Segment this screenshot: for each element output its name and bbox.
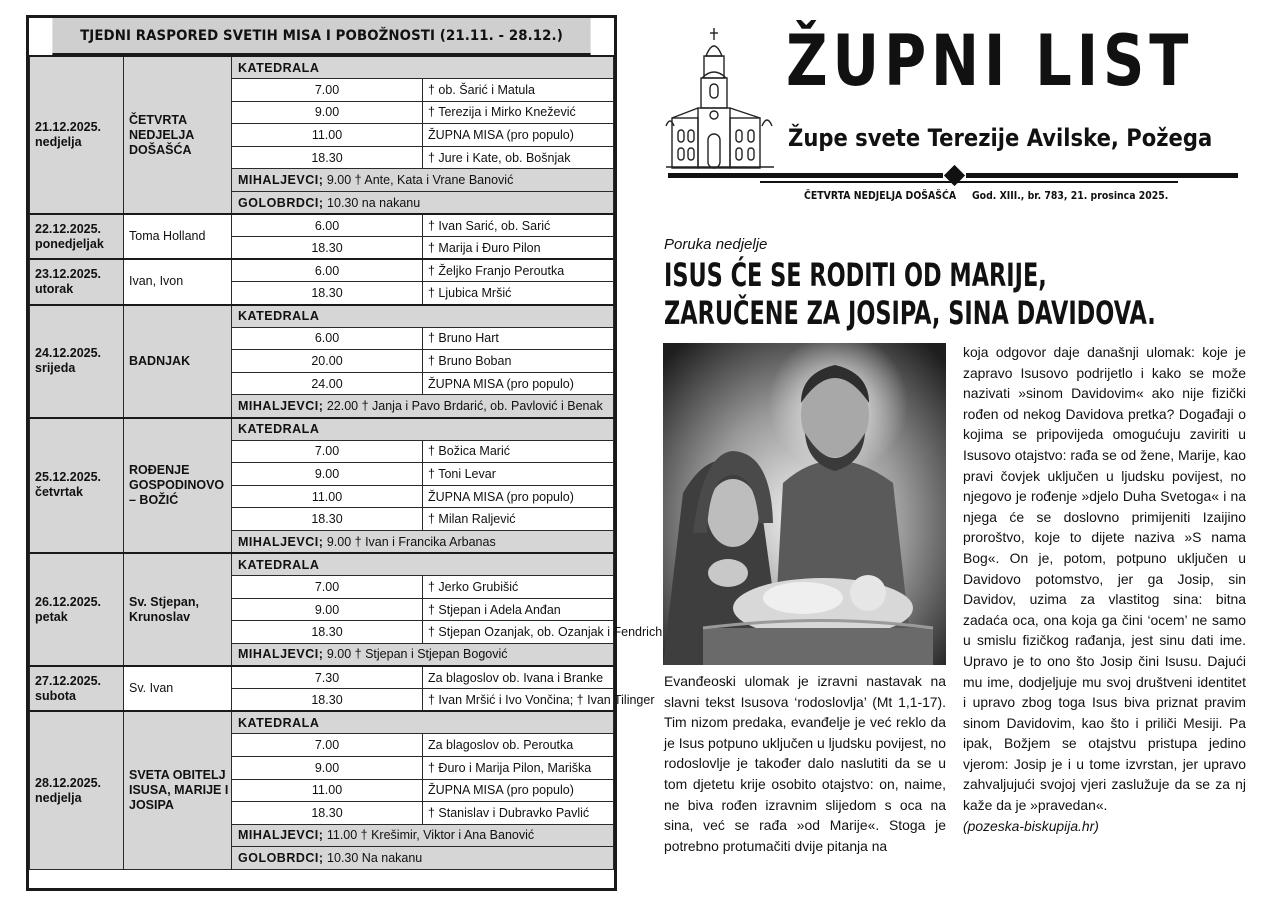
mass-intention: † Ivan Sarić, ob. Sarić — [423, 214, 614, 237]
location-header — [232, 711, 614, 734]
day-feast-name: Ivan, Ivon — [124, 259, 232, 304]
schedule-row — [30, 56, 614, 79]
day-date — [30, 305, 124, 418]
location-label: MIHALJEVCI; — [238, 647, 324, 662]
location-detail: 10.30 Na nakanu — [323, 851, 423, 866]
day-feast-name: ROĐENJE GOSPODINOVO – BOŽIĆ — [124, 418, 232, 554]
date-text: 27.12.2025. — [35, 673, 102, 688]
mass-intention: † Marija i Đuro Pilon — [423, 237, 614, 260]
location-mass — [232, 169, 614, 192]
mass-intention: † Bruno Hart — [423, 327, 614, 350]
day-date — [30, 418, 124, 554]
day-feast-name: Sv. Ivan — [124, 666, 232, 711]
location-detail: 10.30 na nakanu — [323, 195, 421, 210]
mass-schedule — [26, 15, 663, 891]
mass-time: 6.00 — [232, 327, 423, 350]
newsletter-title: ŽUPNI LIST — [786, 20, 1194, 102]
location-label: KATEDRALA — [238, 60, 320, 75]
mass-time: 18.30 — [232, 621, 423, 644]
schedule-row — [30, 711, 614, 734]
location-mass — [232, 824, 614, 847]
mass-intention: † ob. Šarić i Matula — [423, 79, 614, 102]
mass-time: 9.00 — [232, 463, 423, 486]
location-label: MIHALJEVCI; — [238, 828, 324, 843]
schedule-row — [30, 418, 614, 441]
date-text: 25.12.2025. — [35, 470, 102, 485]
mass-time: 18.30 — [232, 146, 423, 169]
mass-intention: † Stjepan Ozanjak, ob. Ozanjak i Fendrich — [423, 621, 614, 644]
article-body-text: koja odgovor daje današnji ulomak: koje je zapravo Isusovo podrijetlo i kako se može nazivati »sinom Davidovim« ako nije fizički rođen od nekog Davidova pretka? Događaji o kojima se pripovijeda omogućuju zaviriti u Isusovo otajstvo: rađa se od žene, Marije, kao pravi čovjek uključen u ljudsku povijest, no njegovo je rođenje »djelo Duha Svetoga« i na njega će se doslovno primijeniti Izaijino proroštvo, koje to dijete naziva »S nama Bog«. On je, potom, potpuno uključen u Davidovo potomstvo, jer ga Josip, sin Davidov, uzima za vlastitog sina: bitna zadaća oca, ona koja ga čini ‘ocem’ ne samo u smislu fizičkog rađanja, jest sinu dati ime. Upravo je to ono što Josip čini Isusu. Dajući mu ime, dodjeljuje mu svoj društveni identitet i upravo zbog toga Isus biva priznat pravim sinom Davidovim, kao što i priliči Mesiji. Pa ipak, Božjem se otajstvu pristupa jedino vjerom: Josip je i u tome izvrstan, jer upravo zahvaljujući svojoj vjeri zaslužuje da se za nj kaže da je »pravedan«. — [963, 344, 1246, 814]
location-detail: 9.00 † Ivan i Francika Arbanas — [323, 534, 496, 549]
schedule-title: TJEDNI RASPORED SVETIH MISA I POBOŽNOSTI (21.11. - 28.12.) — [52, 18, 590, 55]
location-label: GOLOBRDCI; — [238, 851, 324, 866]
mass-time: 11.00 — [232, 779, 423, 802]
article-headline — [664, 256, 1156, 332]
mass-time: 9.00 — [232, 598, 423, 621]
sunday-label: ČETVRTA NEDJELJA DOŠAŠĆA — [804, 189, 957, 202]
day-feast-name: Toma Holland — [124, 214, 232, 259]
location-label: KATEDRALA — [238, 715, 320, 730]
mass-time: 7.00 — [232, 576, 423, 599]
weekday-text: subota — [35, 688, 76, 703]
mass-time: 9.00 — [232, 101, 423, 124]
mass-intention: † Ljubica Mršić — [423, 282, 614, 305]
mass-intention: † Toni Levar — [423, 463, 614, 486]
day-date — [30, 711, 124, 869]
date-text: 24.12.2025. — [35, 346, 102, 361]
nativity-image — [663, 343, 946, 665]
day-feast-name: Sv. Stjepan, Krunoslav — [124, 553, 232, 666]
weekday-text: utorak — [35, 281, 74, 296]
mass-time: 11.00 — [232, 485, 423, 508]
day-date — [30, 56, 124, 214]
weekday-text: ponedjeljak — [35, 236, 104, 251]
location-detail: 9.00 † Stjepan i Stjepan Bogović — [323, 647, 508, 662]
day-feast-name: BADNJAK — [124, 305, 232, 418]
weekday-text: petak — [35, 609, 68, 624]
weekday-text: nedjelja — [35, 135, 82, 150]
mass-intention: ŽUPNA MISA (pro populo) — [423, 124, 614, 147]
mass-intention: Za blagoslov ob. Peroutka — [423, 734, 614, 757]
location-header — [232, 305, 614, 328]
weekday-text: četvrtak — [35, 485, 83, 500]
mass-time: 18.30 — [232, 282, 423, 305]
location-detail: 11.00 † Krešimir, Viktor i Ana Banović — [323, 828, 535, 843]
location-header — [232, 418, 614, 441]
location-label: KATEDRALA — [238, 309, 320, 324]
mass-intention: Za blagoslov ob. Ivana i Branke — [423, 666, 614, 689]
headline-line: ISUS ĆE SE RODITI OD MARIJE, — [664, 256, 1047, 294]
mass-time: 18.30 — [232, 802, 423, 825]
day-feast-name: ČETVRTA NEDJELJA DOŠAŠĆA — [124, 56, 232, 214]
mass-intention: † Stanislav i Dubravko Pavlić — [423, 802, 614, 825]
mass-time: 6.00 — [232, 259, 423, 282]
day-date — [30, 553, 124, 666]
location-label: KATEDRALA — [238, 557, 320, 572]
location-mass — [232, 643, 614, 666]
schedule-table — [29, 55, 663, 870]
location-detail: 9.00 † Ante, Kata i Vrane Banović — [323, 173, 514, 188]
date-text: 23.12.2025. — [35, 266, 102, 281]
day-feast-name: SVETA OBITELJ ISUSA, MARIJE I JOSIPA — [124, 711, 232, 869]
location-label: KATEDRALA — [238, 422, 320, 437]
mass-intention: ŽUPNA MISA (pro populo) — [423, 485, 614, 508]
article-kicker: Poruka nedjelje — [664, 236, 768, 253]
headline-line: ZARUČENE ZA JOSIPA, SINA DAVIDOVA. — [664, 294, 1156, 332]
location-header — [232, 56, 614, 79]
mass-time: 24.00 — [232, 372, 423, 395]
location-detail: 22.00 † Janja i Pavo Brdarić, ob. Pavlović i Benak — [323, 398, 603, 413]
date-text: 22.12.2025. — [35, 221, 102, 236]
location-mass — [232, 395, 614, 418]
date-text: 28.12.2025. — [35, 775, 102, 790]
location-mass — [232, 192, 614, 215]
location-label: MIHALJEVCI; — [238, 534, 324, 549]
mass-intention: † Željko Franjo Peroutka — [423, 259, 614, 282]
schedule-row — [30, 259, 614, 282]
divider — [668, 173, 943, 178]
schedule-row — [30, 214, 614, 237]
mass-intention: † Ivan Mršić i Ivo Vončina; † Ivan Tilinger — [423, 689, 614, 712]
article-body-left: Evanđeoski ulomak je izravni nastavak na slavni tekst Isusova ‘rodoslovlja’ (Mt 1,1-17). Tim nizom predaka, evanđelje je već reklo da je Isus potpuno uključen u ljudsku povijest, no rodoslovlje je također dalo naslutiti da se u tom djetetu krije osobito otajstvo: on, naime, ne biva rođen izravnim slijedom s oca na sina, već se rađa »od Marije«. Stoga je potrebno protumačiti dvije pitanja na — [664, 673, 946, 854]
mass-intention: † Jure i Kate, ob. Bošnjak — [423, 146, 614, 169]
mass-intention: † Đuro i Marija Pilon, Mariška — [423, 756, 614, 779]
mass-time: 20.00 — [232, 350, 423, 373]
mass-time: 18.30 — [232, 689, 423, 712]
location-header — [232, 553, 614, 576]
date-text: 21.12.2025. — [35, 120, 102, 135]
mass-time: 6.00 — [232, 214, 423, 237]
newsletter-subtitle: Župe svete Terezije Avilske, Požega — [788, 124, 1213, 152]
schedule-row — [30, 666, 614, 689]
mass-intention: † Bruno Boban — [423, 350, 614, 373]
mass-intention: ŽUPNA MISA (pro populo) — [423, 779, 614, 802]
location-mass — [232, 847, 614, 870]
weekday-text: srijeda — [35, 361, 76, 376]
mass-time: 7.00 — [232, 734, 423, 757]
mass-intention: ŽUPNA MISA (pro populo) — [423, 372, 614, 395]
divider — [760, 181, 1178, 183]
weekday-text: nedjelja — [35, 790, 82, 805]
mass-time: 9.00 — [232, 756, 423, 779]
issue-info: God. XIII., br. 783, 21. prosinca 2025. — [972, 189, 1169, 202]
mass-intention: † Milan Raljević — [423, 508, 614, 531]
location-label: GOLOBRDCI; — [238, 195, 324, 210]
day-date — [30, 214, 124, 259]
date-text: 26.12.2025. — [35, 594, 102, 609]
mass-time: 11.00 — [232, 124, 423, 147]
mass-intention: † Jerko Grubišić — [423, 576, 614, 599]
schedule-row — [30, 553, 614, 576]
article-source: (pozeska-biskupija.hr) — [963, 817, 1099, 834]
article-body-right — [963, 342, 1246, 836]
location-mass — [232, 530, 614, 553]
mass-intention: † Božica Marić — [423, 440, 614, 463]
mass-intention: † Terezija i Mirko Knežević — [423, 101, 614, 124]
church-icon — [666, 26, 774, 168]
mass-time: 18.30 — [232, 237, 423, 260]
mass-time: 7.30 — [232, 666, 423, 689]
mass-intention: † Stjepan i Adela Anđan — [423, 598, 614, 621]
divider — [966, 173, 1238, 178]
location-label: MIHALJEVCI; — [238, 173, 324, 188]
day-date — [30, 259, 124, 304]
mass-time: 7.00 — [232, 440, 423, 463]
day-date — [30, 666, 124, 711]
mass-time: 7.00 — [232, 79, 423, 102]
mass-time: 18.30 — [232, 508, 423, 531]
location-label: MIHALJEVCI; — [238, 398, 324, 413]
schedule-row — [30, 305, 614, 328]
